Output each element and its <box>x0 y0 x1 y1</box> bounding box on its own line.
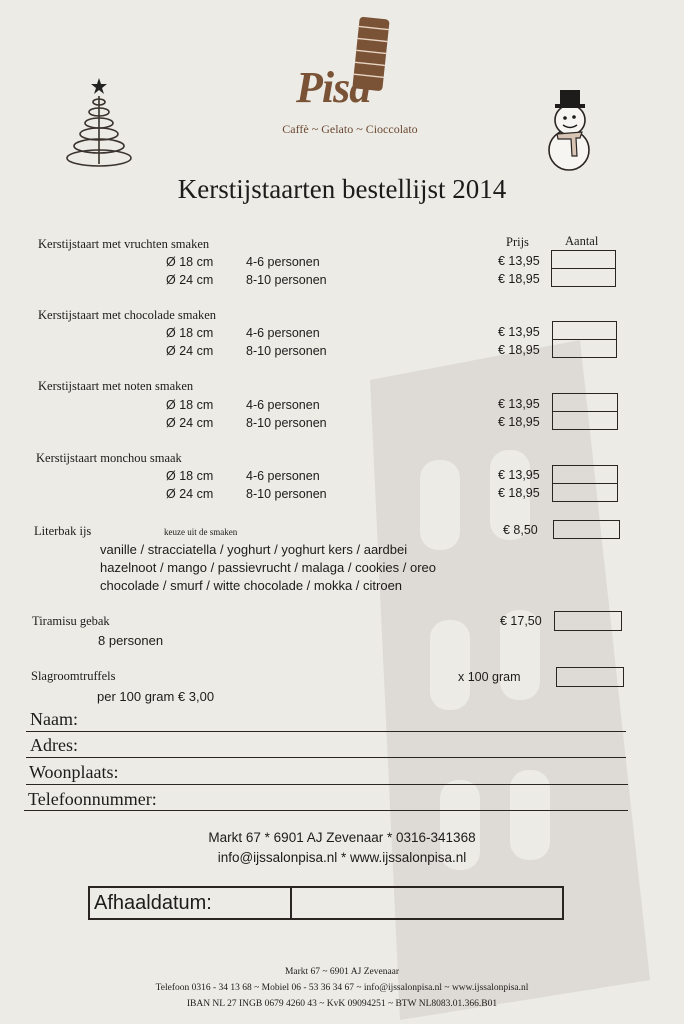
price-label: € 13,95 <box>498 468 540 482</box>
pickup-date-field[interactable] <box>292 888 560 918</box>
price-label: € 13,95 <box>498 325 540 339</box>
tiramisu-persons: 8 personen <box>98 633 164 648</box>
persons-label: 4-6 personen <box>246 255 320 269</box>
footer-bank: IBAN NL 27 INGB 0679 4260 43 ~ KvK 09094251 ~ BTW NL8083.01.366.B01 <box>186 999 498 1009</box>
footer-contact: Telefoon 0316 - 34 13 68 ~ Mobiel 06 - 53 36 34 67 ~ info@ijssalonpisa.nl ~ www.ijssalonpisa.nl <box>155 983 529 993</box>
size-label: Ø 24 cm <box>166 416 214 430</box>
price-label: € 18,95 <box>498 272 540 286</box>
quantity-box[interactable] <box>553 520 620 539</box>
christmas-tree-icon <box>62 76 136 172</box>
size-label: Ø 24 cm <box>166 344 214 358</box>
price-label: € 18,95 <box>498 486 540 500</box>
section-title: Kerstijstaart monchou smaak <box>36 451 182 465</box>
name-field-label: Naam: <box>30 709 78 729</box>
persons-label: 8-10 personen <box>246 416 327 430</box>
contact-address: Markt 67 * 6901 AJ Zevenaar * 0316-341368 <box>208 830 476 845</box>
phone-field[interactable] <box>24 810 628 811</box>
size-label: Ø 18 cm <box>166 398 214 412</box>
truffels-price-line: per 100 gram € 3,00 <box>97 689 215 704</box>
quantity-box[interactable] <box>552 483 618 502</box>
size-label: Ø 24 cm <box>166 273 214 287</box>
phone-field-label: Telefoonnummer: <box>28 789 157 809</box>
brand-name: Pisa <box>296 63 371 112</box>
footer-address: Markt 67 ~ 6901 AJ Zevenaar <box>284 967 400 977</box>
quantity-box[interactable] <box>551 268 616 287</box>
pickup-date-box <box>88 886 564 920</box>
price-label: € 13,95 <box>498 254 540 268</box>
flavor-line: vanille / stracciatella / yoghurt / yoghurt kers / aardbei <box>100 542 408 557</box>
name-field[interactable] <box>26 731 626 732</box>
quantity-box[interactable] <box>554 611 622 631</box>
size-label: Ø 24 cm <box>166 487 214 501</box>
persons-label: 8-10 personen <box>246 344 327 358</box>
quantity-box[interactable] <box>552 321 617 340</box>
persons-label: 4-6 personen <box>246 398 320 412</box>
price-label: € 18,95 <box>498 415 540 429</box>
pickup-date-label: Afhaaldatum: <box>94 892 212 914</box>
page-title: Kerstijstaarten bestellijst 2014 <box>177 174 507 204</box>
quantity-box[interactable] <box>552 411 618 430</box>
persons-label: 4-6 personen <box>246 469 320 483</box>
size-label: Ø 18 cm <box>166 469 214 483</box>
city-field-label: Woonplaats: <box>29 762 119 782</box>
quantity-box[interactable] <box>552 393 618 412</box>
tiramisu-price: € 17,50 <box>500 614 542 628</box>
size-label: Ø 18 cm <box>166 255 214 269</box>
quantity-box[interactable] <box>551 250 616 269</box>
address-field[interactable] <box>26 757 626 758</box>
address-field-label: Adres: <box>30 735 78 755</box>
price-header: Prijs <box>506 235 529 249</box>
section-title: Kerstijstaart met chocolade smaken <box>38 308 217 322</box>
literbak-title: Literbak ijs <box>34 524 92 538</box>
size-label: Ø 18 cm <box>166 326 214 340</box>
persons-label: 8-10 personen <box>246 273 327 287</box>
section-title: Kerstijstaart met noten smaken <box>38 379 194 393</box>
literbak-price: € 8,50 <box>503 523 538 537</box>
contact-web: info@ijssalonpisa.nl * www.ijssalonpisa.nl <box>217 850 467 865</box>
quantity-box[interactable] <box>556 667 624 687</box>
price-label: € 18,95 <box>498 343 540 357</box>
brand-tagline: Caffè ~ Gelato ~ Cioccolato <box>282 122 418 136</box>
flavor-line: hazelnoot / mango / passievrucht / malaga / cookies / oreo <box>100 560 437 575</box>
snowman-icon <box>536 86 606 172</box>
quantity-header: Aantal <box>565 234 599 248</box>
truffels-title: Slagroomtruffels <box>31 669 116 683</box>
quantity-box[interactable] <box>552 465 618 484</box>
literbak-note: keuze uit de smaken <box>164 527 238 537</box>
flavor-line: chocolade / smurf / witte chocolade / mokka / citroen <box>100 578 403 593</box>
persons-label: 4-6 personen <box>246 326 320 340</box>
city-field[interactable] <box>26 784 628 785</box>
section-title: Kerstijstaart met vruchten smaken <box>38 237 210 251</box>
truffels-unit: x 100 gram <box>458 670 521 684</box>
persons-label: 8-10 personen <box>246 487 327 501</box>
price-label: € 13,95 <box>498 397 540 411</box>
quantity-box[interactable] <box>552 339 617 358</box>
tiramisu-title: Tiramisu gebak <box>32 614 110 628</box>
